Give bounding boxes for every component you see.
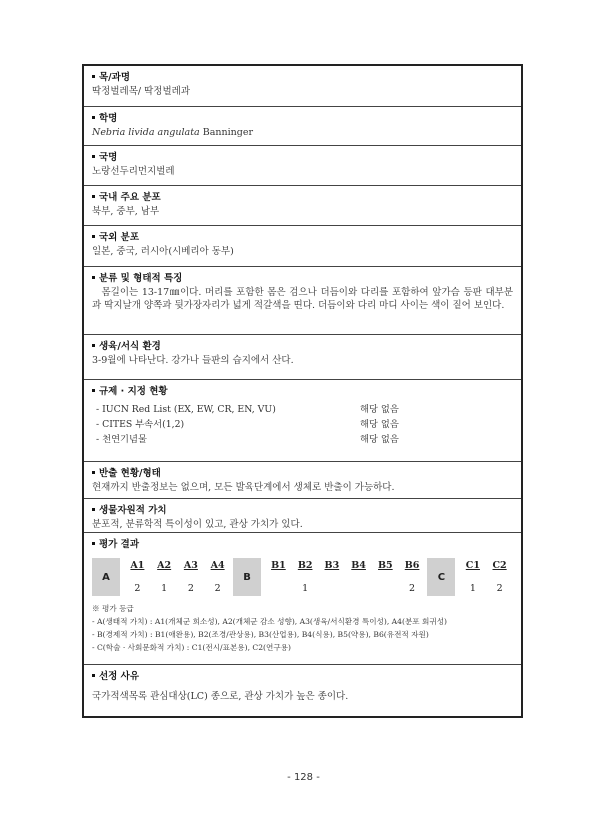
score-col: B2 1 xyxy=(297,560,313,594)
bullet-icon xyxy=(92,276,95,279)
section-scientific-name xyxy=(84,106,521,145)
bullet-icon xyxy=(92,674,95,677)
section-title: 목/과명 xyxy=(99,72,131,83)
evaluation-grid xyxy=(92,558,513,596)
korean-name-value: 노랑선두리먼지벌레 xyxy=(92,166,175,177)
page-number: - 128 - xyxy=(287,772,320,783)
bullet-icon xyxy=(92,195,95,198)
regulation-label: - IUCN Red List (EX, EW, CR, EN, VU) xyxy=(96,404,276,415)
score-col: B5 xyxy=(378,560,393,571)
grade-note: - B(경제적 가치) : B1(애완용), B2(조경/관상용), B3(산업용), B4(식용), B5(약용), B6(유전적 자원) xyxy=(92,630,429,639)
section-habitat xyxy=(84,334,521,379)
order-family-value: 딱정벌레목/ 딱정벌레과 xyxy=(92,86,190,97)
section-title: 학명 xyxy=(99,113,118,124)
bullet-icon xyxy=(92,471,95,474)
section-title: 생육/서식 환경 xyxy=(99,341,161,352)
export-status-value: 현재까지 반출정보는 없으며, 모든 발육단계에서 생체로 반출이 가능하다. xyxy=(92,482,395,493)
section-title: 생물자원적 가치 xyxy=(99,505,167,516)
grade-c-cell: C xyxy=(427,558,455,596)
score-col: B3 xyxy=(324,560,340,571)
scientific-name-author: Banninger xyxy=(199,127,254,138)
section-evaluation xyxy=(84,532,521,664)
domestic-distribution-value: 북부, 중부, 남부 xyxy=(92,206,160,217)
section-bio-value xyxy=(84,498,521,532)
grade-note: - C(학술 · 사회문화적 가치) : C1(전시/표본용), C2(연구용) xyxy=(92,643,291,652)
section-domestic-distribution xyxy=(84,185,521,225)
foreign-distribution-value: 일본, 중국, 러시아(시베리아 동부) xyxy=(92,246,234,257)
regulation-label: - 천연기념물 xyxy=(96,434,148,445)
score-col: B6 2 xyxy=(404,560,420,594)
score-col: A3 2 xyxy=(183,560,198,594)
habitat-value: 3-9월에 나타난다. 강가나 들판의 습지에서 산다. xyxy=(92,355,294,366)
bio-value-text: 분포적, 분류학적 특이성이 있고, 관상 가치가 있다. xyxy=(92,519,303,530)
section-foreign-distribution xyxy=(84,225,521,266)
regulation-row xyxy=(92,417,513,432)
score-col: A2 1 xyxy=(157,560,172,594)
regulation-row xyxy=(92,402,513,417)
score-col: A4 2 xyxy=(210,560,225,594)
bullet-icon xyxy=(92,508,95,511)
score-col: C1 1 xyxy=(465,560,480,594)
species-info-table xyxy=(82,64,523,718)
section-title: 분류 및 형태적 특징 xyxy=(99,273,183,284)
regulation-value: 해당 없음 xyxy=(360,404,399,415)
section-title: 국외 분포 xyxy=(99,232,140,243)
bullet-icon xyxy=(92,155,95,158)
selection-reason-value: 국가적색목록 관심대상(LC) 종으로, 관상 가치가 높은 종이다. xyxy=(92,691,349,702)
score-col: B1 xyxy=(271,560,286,571)
bullet-icon xyxy=(92,116,95,119)
grade-a-cell: A xyxy=(92,558,120,596)
section-title: 규제 · 지정 현황 xyxy=(99,386,168,397)
grade-note: - A(생태적 가치) : A1(개체군 희소성), A2(개체군 감소 성향), A3(생육/서식환경 특이성), A4(분포 회귀성) xyxy=(92,617,447,626)
section-title: 선정 사유 xyxy=(99,671,140,682)
section-morphology xyxy=(84,266,521,334)
bullet-icon xyxy=(92,542,95,545)
regulation-value: 해당 없음 xyxy=(360,419,399,430)
score-col: A1 2 xyxy=(130,560,145,594)
scientific-name-italic: Nebria livida angulata xyxy=(92,127,200,138)
bullet-icon xyxy=(92,75,95,78)
score-col: C2 2 xyxy=(492,560,507,594)
section-order-family xyxy=(84,66,521,106)
section-title: 국명 xyxy=(99,152,118,163)
section-export-status xyxy=(84,461,521,498)
score-col: B4 xyxy=(351,560,366,571)
grade-note: ※ 평가 등급 xyxy=(92,604,134,613)
bullet-icon xyxy=(92,235,95,238)
regulation-row xyxy=(92,432,513,447)
section-title: 반출 현황/형태 xyxy=(99,468,161,479)
section-title: 평가 결과 xyxy=(99,539,140,550)
bullet-icon xyxy=(92,389,95,392)
section-selection-reason xyxy=(84,664,521,716)
grade-b-cell: B xyxy=(233,558,261,596)
regulation-value: 해당 없음 xyxy=(360,434,399,445)
regulation-label: - CITES 부속서(1,2) xyxy=(96,419,185,430)
section-korean-name xyxy=(84,145,521,185)
morphology-description: 몸길이는 13-17㎜이다. 머리를 포함한 몸은 검으나 더듬이와 다리를 포함하여 앞가슴 등판 대부분과 딱지날개 양쪽과 뒷가장자리가 넓게 적갈색을 띤다. 더듬이와 다리 마디 사이는 색이 짙어 보인다. xyxy=(92,287,513,311)
section-title: 국내 주요 분포 xyxy=(99,192,161,203)
bullet-icon xyxy=(92,344,95,347)
section-regulation xyxy=(84,379,521,461)
